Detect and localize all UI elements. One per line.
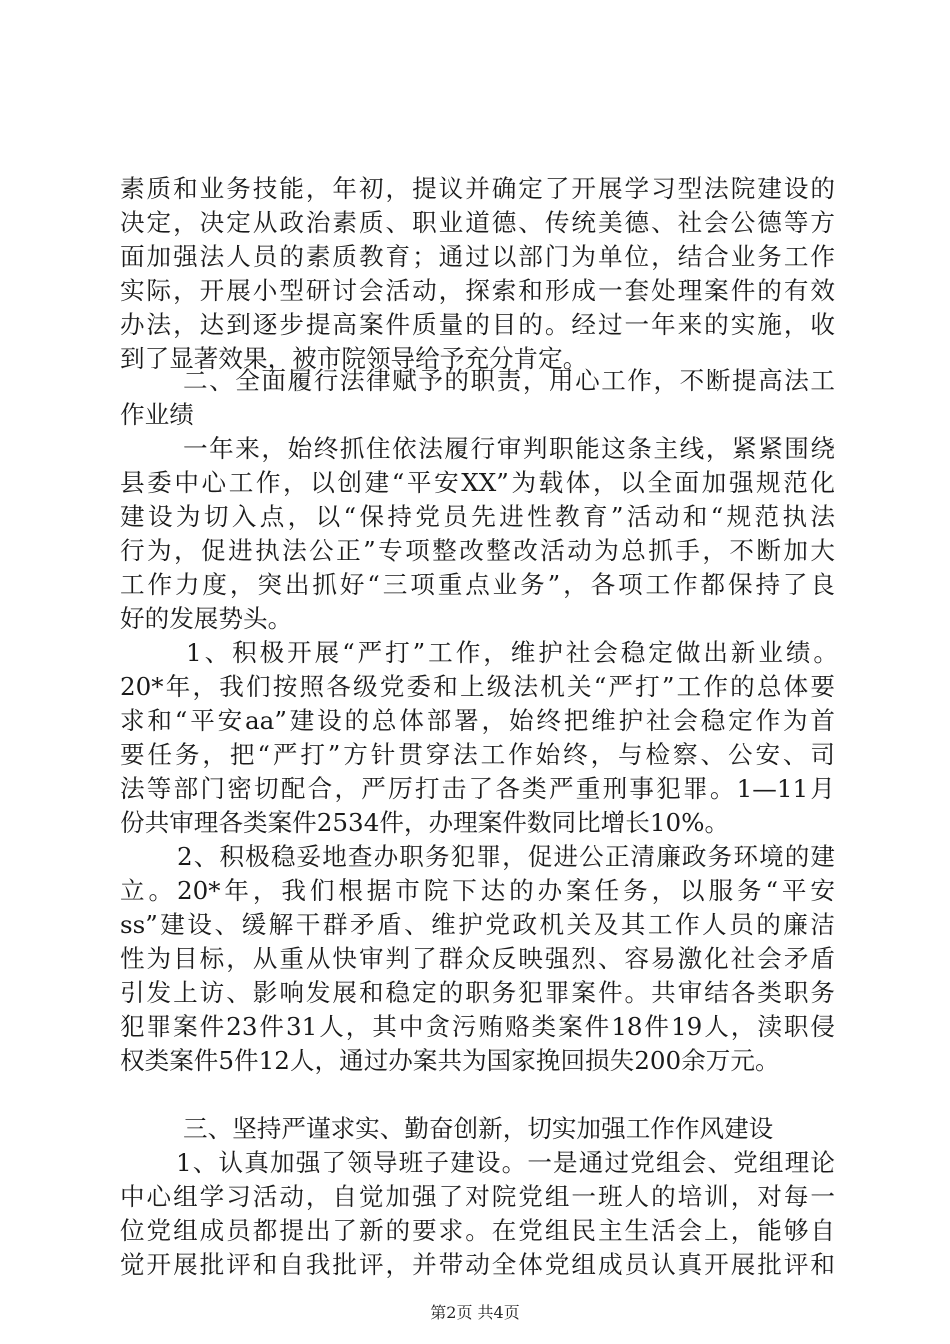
body-text-line: 好的发展势头。	[120, 604, 293, 633]
body-text-line: 求和“平安aa”建设的总体部署，始终把维护社会稳定作为首	[120, 706, 835, 735]
body-text-line: 行为，促进执法公正”专项整改整改活动为总抓手，不断加大	[120, 536, 835, 565]
body-text-line: 面加强法人员的素质教育；通过以部门为单位，结合业务工作	[120, 242, 835, 271]
section-heading-2: 二、全面履行法律赋予的职责，用心工作，不断提高法工	[183, 366, 835, 395]
body-text-line: 建设为切入点，以“保持党员先进性教育”活动和“规范执法	[120, 502, 835, 531]
body-text-line: 引发上访、影响发展和稳定的职务犯罪案件。共审结各类职务	[120, 978, 835, 1007]
section-heading-3: 三、坚持严谨求实、勤奋创新，切实加强工作作风建设	[183, 1114, 774, 1143]
item-1-heading: 1、积极开展“严打”工作，维护社会稳定做出新业绩。	[186, 638, 838, 667]
body-text-line: 中心组学习活动，自觉加强了对院党组一班人的培训，对每一	[120, 1182, 835, 1211]
body-text-line: 法等部门密切配合，严厉打击了各类严重刑事犯罪。1—11月	[120, 774, 835, 803]
body-text-line: 立。20*年，我们根据市院下达的办案任务，以服务“平安	[120, 876, 835, 905]
body-text-line: 份共审理各类案件2534件，办理案件数同比增长10%。	[120, 808, 730, 837]
section-heading-2-cont: 作业绩	[120, 400, 194, 429]
body-text-line: 20*年，我们按照各级党委和上级法机关“严打”工作的总体要	[120, 672, 835, 701]
item-2-heading: 2、积极稳妥地查办职务犯罪，促进公正清廉政务环境的建	[177, 842, 835, 871]
body-text-line: 素质和业务技能，年初，提议并确定了开展学习型法院建设的	[120, 174, 835, 203]
body-text-line: ss”建设、缓解干群矛盾、维护党政机关及其工作人员的廉洁	[120, 910, 835, 939]
body-text-line: 实际，开展小型研讨会活动，探索和形成一套处理案件的有效	[120, 276, 835, 305]
body-text-line: 犯罪案件23件31人，其中贪污贿赂类案件18件19人，渎职侵	[120, 1012, 835, 1041]
body-text-line: 觉开展批评和自我批评，并带动全体党组成员认真开展批评和	[120, 1250, 835, 1279]
body-text-line: 县委中心工作，以创建“平安XX”为载体，以全面加强规范化	[120, 468, 835, 497]
body-text-line: 权类案件5件12人，通过办案共为国家挽回损失200余万元。	[120, 1046, 780, 1075]
body-text-line: 到了显著效果，被市院领导给予充分肯定。	[120, 344, 588, 373]
body-text-line: 要任务，把“严打”方针贯穿法工作始终，与检察、公安、司	[120, 740, 835, 769]
page-number-footer: 第2页 共4页	[430, 1303, 520, 1322]
body-text-line: 办法，达到逐步提高案件质量的目的。经过一年来的实施，收	[120, 310, 835, 339]
item-1-heading: 1、认真加强了领导班子建设。一是通过党组会、党组理论	[176, 1148, 835, 1177]
body-text-line: 工作力度，突出抓好“三项重点业务”，各项工作都保持了良	[120, 570, 835, 599]
body-text-line: 决定，决定从政治素质、职业道德、传统美德、社会公德等方	[120, 208, 835, 237]
body-text-line: 性为目标，从重从快审判了群众反映强烈、容易激化社会矛盾	[120, 944, 835, 973]
body-text-line: 一年来，始终抓住依法履行审判职能这条主线，紧紧围绕	[183, 434, 835, 463]
body-text-line: 位党组成员都提出了新的要求。在党组民主生活会上，能够自	[120, 1216, 835, 1245]
